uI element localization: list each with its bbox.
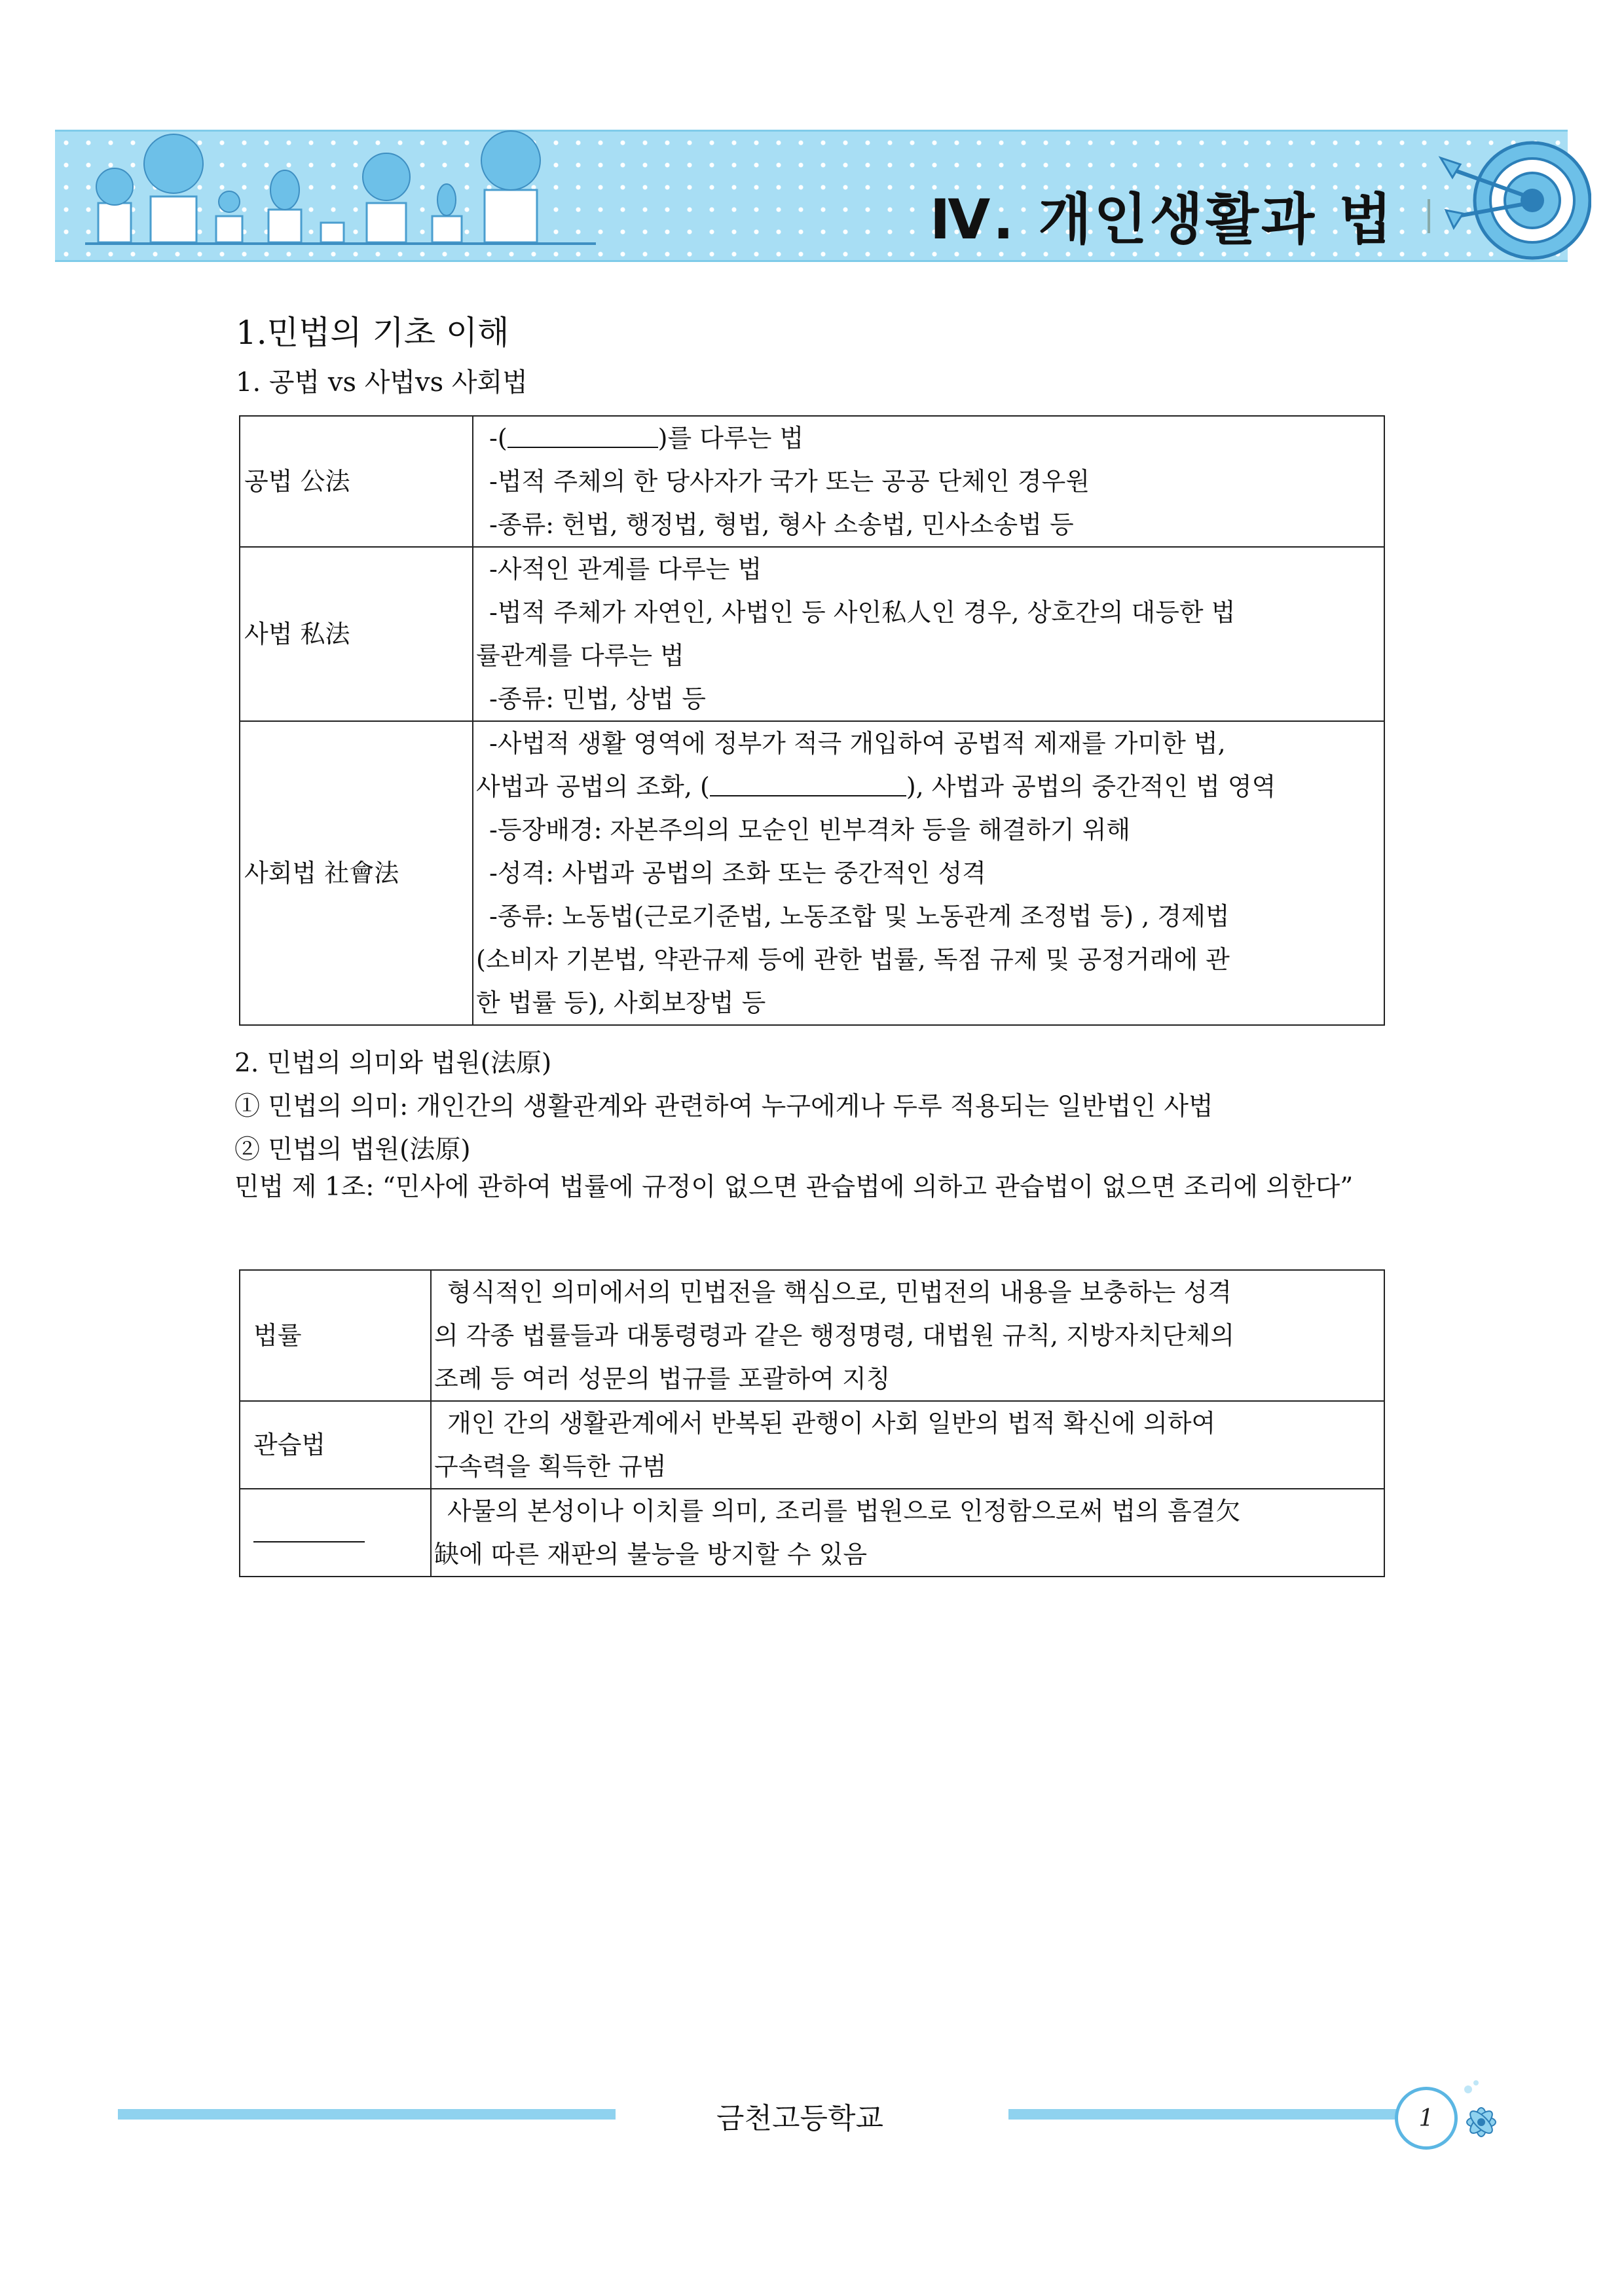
description-line: 사법과 공법의 조화, ( ), 사법과 공법의 중간적인 법 영역 bbox=[476, 765, 1381, 808]
civil-law-article-1: 민법 제 1조: “민사에 관하여 법률에 규정이 없으면 관습법에 의하고 관습법이 없으면 조리에 의한다” bbox=[234, 1172, 1354, 1202]
row-category: 공법 公法 bbox=[240, 416, 473, 547]
section1-title: 1.민법의 기초 이해 bbox=[236, 314, 509, 352]
fill-in-blank[interactable] bbox=[253, 1515, 365, 1542]
row-description bbox=[431, 1270, 1384, 1401]
description-line: -등장배경: 자본주의의 모순인 빈부격차 등을 해결하기 위해 bbox=[489, 815, 1131, 844]
fill-in-blank[interactable] bbox=[507, 420, 658, 448]
description-line: -법적 주체의 한 당사자가 국가 또는 공공 단체인 경우원 bbox=[489, 467, 1090, 496]
civil-law-sources-heading: ② 민법의 법원(法原) bbox=[234, 1135, 471, 1165]
description-line: 구속력을 획득한 규범 bbox=[434, 1452, 667, 1481]
description-line: -성격: 사법과 공법의 조화 또는 중간적인 성격 bbox=[489, 859, 986, 888]
target-dart-icon bbox=[1434, 128, 1591, 266]
table-row bbox=[240, 1489, 1384, 1577]
row-description bbox=[431, 1401, 1384, 1489]
footer-school-name: 금천고등학교 bbox=[716, 2102, 884, 2135]
description-line: -사적인 관계를 다루는 법 bbox=[489, 555, 762, 584]
law-types-table bbox=[239, 415, 1385, 1026]
chapter-title: Ⅳ. 개인생활과 법 bbox=[930, 187, 1395, 252]
table-row bbox=[240, 416, 1384, 547]
description-line: -종류: 민법, 상법 등 bbox=[489, 684, 706, 713]
section2-title: 2. 민법의 의미와 법원(法原) bbox=[234, 1049, 552, 1078]
table-row bbox=[240, 1270, 1384, 1401]
fill-in-blank[interactable] bbox=[710, 769, 906, 796]
row-description bbox=[473, 721, 1384, 1025]
description-line: -사법적 생활 영역에 정부가 적극 개입하여 공법적 제재를 가미한 법, bbox=[489, 729, 1226, 758]
description-line: -( )를 다루는 법 bbox=[476, 417, 1381, 460]
description-line: 의 각종 법률들과 대통령령과 같은 행정명령, 대법원 규칙, 지방자치단체의 bbox=[434, 1321, 1235, 1350]
description-line: 개인 간의 생활관계에서 반복된 관행이 사회 일반의 법적 확신에 의하여 bbox=[447, 1409, 1216, 1438]
footer-bar-left bbox=[118, 2109, 616, 2120]
footer-bar-right bbox=[1008, 2109, 1414, 2120]
row-description bbox=[473, 416, 1384, 547]
row-description bbox=[473, 547, 1384, 721]
flower-icon bbox=[1455, 2076, 1507, 2148]
section1-subtitle: 1. 공법 vs 사법vs 사회법 bbox=[236, 367, 528, 398]
row-category-blank bbox=[240, 1489, 431, 1577]
description-line: -종류: 노동법(근로기준법, 노동조합 및 노동관계 조정법 등) , 경제법 bbox=[489, 902, 1230, 931]
row-description bbox=[431, 1489, 1384, 1577]
row-category: 사법 私法 bbox=[240, 547, 473, 721]
table-row bbox=[240, 721, 1384, 1025]
row-category: 법률 bbox=[240, 1270, 431, 1401]
description-line: 률관계를 다루는 법 bbox=[476, 641, 684, 670]
title-divider bbox=[1428, 199, 1430, 233]
description-line: -종류: 헌법, 행정법, 형법, 형사 소송법, 민사소송법 등 bbox=[489, 510, 1074, 539]
potted-plants-illustration bbox=[79, 124, 602, 255]
description-line: 한 법률 등), 사회보장법 등 bbox=[476, 988, 766, 1017]
description-line: (소비자 기본법, 약관규제 등에 관한 법률, 독점 규제 및 공정거래에 관 bbox=[476, 945, 1230, 974]
description-line: -법적 주체가 자연인, 사법인 등 사인私人인 경우, 상호간의 대등한 법 bbox=[489, 598, 1236, 627]
table-row bbox=[240, 547, 1384, 721]
row-category: 관습법 bbox=[240, 1401, 431, 1489]
law-sources-table bbox=[239, 1269, 1385, 1577]
description-line: 조례 등 여러 성문의 법규를 포괄하여 지칭 bbox=[434, 1364, 891, 1393]
civil-law-meaning: ① 민법의 의미: 개인간의 생활관계와 관련하여 누구에게나 두루 적용되는 일반법인 사법 bbox=[234, 1092, 1213, 1121]
description-line: 형식적인 의미에서의 민법전을 핵심으로, 민법전의 내용을 보충하는 성격 bbox=[447, 1278, 1232, 1307]
description-line: 사물의 본성이나 이치를 의미, 조리를 법원으로 인정함으로써 법의 흠결欠 bbox=[447, 1497, 1241, 1525]
row-category: 사회법 社會法 bbox=[240, 721, 473, 1025]
table-row bbox=[240, 1401, 1384, 1489]
page-number: 1 bbox=[1395, 2087, 1458, 2150]
description-line: 缺에 따른 재판의 불능을 방지할 수 있음 bbox=[434, 1540, 868, 1569]
